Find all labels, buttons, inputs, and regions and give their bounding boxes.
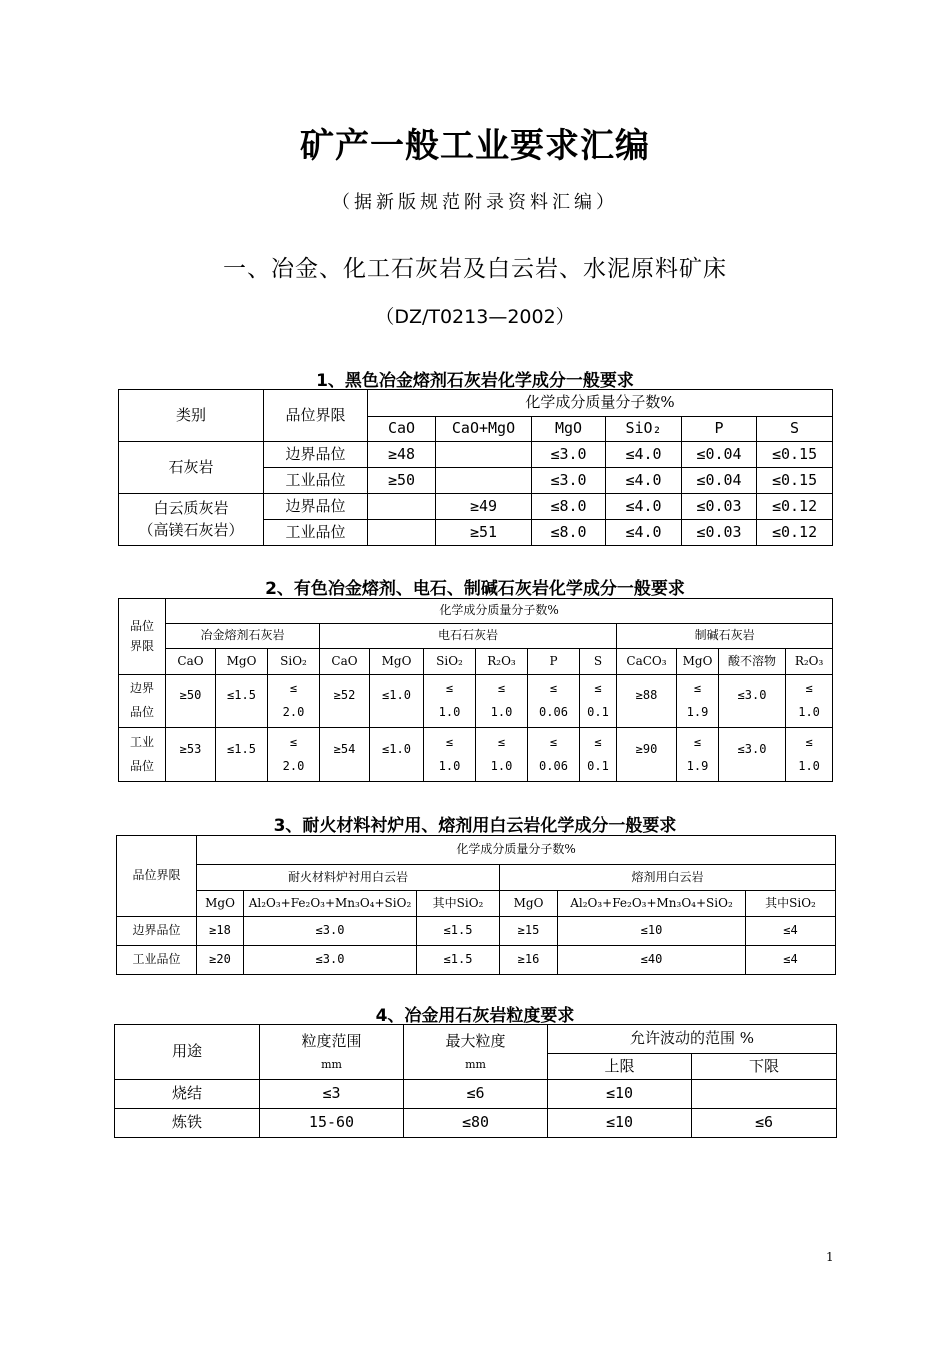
header-category: 类别 (119, 390, 264, 442)
value-cell (528, 675, 580, 728)
value-line: 0.06 (539, 705, 568, 719)
value-cell (719, 675, 786, 728)
header-chem: 化学成分质量分子数% (166, 599, 833, 624)
header-grade: 品位界限 (117, 836, 197, 917)
table2-caption: 2、有色冶金熔剂、电石、制碱石灰岩化学成分一般要求 (265, 579, 685, 599)
value-cell: ≤3.0 (244, 946, 417, 975)
value-line: 2.0 (282, 705, 305, 719)
value-line: ≥90 (635, 741, 658, 756)
value-cell: ≤4 (746, 946, 836, 975)
value-line: ≤1.0 (382, 741, 411, 756)
row-label-line: 工业 (129, 734, 154, 749)
table-row (117, 946, 836, 975)
value-line: ≥50 (179, 688, 202, 703)
table2-limestone-nonferrous (118, 598, 833, 782)
value-line: 1.0 (490, 758, 513, 773)
value-cell: ≤0.15 (757, 468, 833, 494)
header-max-label: 最大粒度 (445, 1031, 506, 1050)
value-cell: ≤4.0 (606, 494, 682, 520)
value-cell (320, 675, 370, 728)
value-cell: ≤10 (558, 917, 746, 946)
value-cell (436, 468, 532, 494)
group-header: 制碱石灰岩 (617, 624, 833, 649)
col-header: SiO₂ (606, 417, 682, 442)
value-cell (368, 520, 436, 546)
row-label-line: 品位 (129, 705, 154, 719)
value-cell: ≤6 (404, 1080, 548, 1109)
value-cell (677, 675, 719, 728)
value-cell: ≥50 (368, 468, 436, 494)
col-header: Al₂O₃+Fe₂O₃+Mn₃O₄+SiO₂ (244, 891, 417, 917)
value-line: 1.9 (686, 758, 709, 773)
standard-code: （DZ/T0213—2002） (375, 306, 575, 328)
value-cell (166, 728, 216, 782)
row-label-line: 边界 (129, 681, 154, 696)
value-cell (268, 675, 320, 728)
header-grade-line: 品位 (129, 618, 154, 633)
col-header: MgO (370, 649, 424, 675)
value-cell (786, 728, 833, 782)
category-cell (119, 494, 264, 546)
value-cell (617, 728, 677, 782)
col-header: MgO (500, 891, 558, 917)
value-line: ≤ (693, 734, 702, 749)
value-cell (476, 728, 528, 782)
value-line: ≤1.0 (382, 688, 411, 703)
col-header: R₂O₃ (786, 649, 833, 675)
header-fluctuation: 允许波动的范围 % (548, 1025, 837, 1054)
col-header: MgO (216, 649, 268, 675)
grade-cell: 边界品位 (264, 494, 368, 520)
col-header: SiO₂ (424, 649, 476, 675)
value-cell (617, 675, 677, 728)
row-label: 工业品位 (117, 946, 197, 975)
value-cell: ≤1.5 (417, 917, 500, 946)
value-cell (786, 675, 833, 728)
table1-caption: 1、黑色冶金熔剂石灰岩化学成分一般要求 (316, 371, 634, 391)
value-cell: ≤0.03 (682, 520, 757, 546)
col-header: SiO₂ (268, 649, 320, 675)
value-cell: 15-60 (260, 1109, 404, 1138)
value-cell (216, 728, 268, 782)
value-cell: ≤4.0 (606, 468, 682, 494)
col-header: CaO (368, 417, 436, 442)
table3-dolomite (116, 835, 836, 975)
value-line: ≤ (594, 681, 602, 696)
group-header: 熔剂用白云岩 (500, 865, 836, 891)
value-cell: ≤0.15 (757, 442, 833, 468)
value-cell (166, 675, 216, 728)
value-cell: ≥49 (436, 494, 532, 520)
value-line: ≥88 (635, 688, 658, 703)
header-grade: 品位界限 (264, 390, 368, 442)
value-cell (580, 675, 617, 728)
header-chem: 化学成分质量分子数% (368, 390, 833, 417)
table-row (119, 675, 833, 728)
value-line: 1.9 (686, 705, 709, 719)
header-range (260, 1025, 404, 1080)
table4-grain-size (114, 1024, 837, 1138)
value-cell (268, 728, 320, 782)
group-header: 耐火材料炉衬用白云岩 (197, 865, 500, 891)
col-header: Al₂O₃+Fe₂O₃+Mn₃O₄+SiO₂ (558, 891, 746, 917)
value-cell: ≤3 (260, 1080, 404, 1109)
col-header: P (528, 649, 580, 675)
value-cell: ≤4.0 (606, 520, 682, 546)
header-chem: 化学成分质量分子数% (197, 836, 836, 865)
value-cell: ≤40 (558, 946, 746, 975)
value-line: ≤ (549, 734, 558, 749)
table1-limestone-ferrous (118, 389, 833, 546)
col-header: P (682, 417, 757, 442)
value-line: ≤ (445, 681, 454, 696)
value-cell: ≤0.04 (682, 442, 757, 468)
value-cell: ≤8.0 (532, 520, 606, 546)
value-cell: ≤0.03 (682, 494, 757, 520)
col-header: MgO (677, 649, 719, 675)
use-cell: 炼铁 (115, 1109, 260, 1138)
col-header: R₂O₃ (476, 649, 528, 675)
header-range-label: 粒度范围 (301, 1031, 362, 1050)
value-line: 1.0 (798, 705, 820, 719)
value-cell (528, 728, 580, 782)
value-cell: ≤6 (692, 1109, 837, 1138)
row-label: 边界品位 (117, 917, 197, 946)
col-header: CaO+MgO (436, 417, 532, 442)
value-line: 1.0 (438, 705, 461, 719)
row-label (119, 675, 166, 728)
value-line: ≤ (549, 681, 558, 696)
category-cell: 石灰岩 (119, 442, 264, 494)
value-cell: ≤3.0 (244, 917, 417, 946)
col-header: 其中SiO₂ (417, 891, 500, 917)
value-cell: ≤4.0 (606, 442, 682, 468)
value-cell: ≤0.12 (757, 520, 833, 546)
value-line: ≤ (445, 734, 454, 749)
table-row (117, 917, 836, 946)
category-line: （高镁石灰岩） (138, 520, 244, 539)
value-line: 1.0 (438, 758, 461, 773)
value-cell: ≤0.04 (682, 468, 757, 494)
value-line: ≤3.0 (737, 741, 767, 756)
value-cell (424, 675, 476, 728)
value-cell (370, 728, 424, 782)
group-header: 冶金熔剂石灰岩 (166, 624, 320, 649)
value-cell (719, 728, 786, 782)
use-cell: 烧结 (115, 1080, 260, 1109)
value-line: ≤ (805, 681, 813, 696)
col-header: CaO (166, 649, 216, 675)
value-line: 0.1 (587, 705, 609, 719)
value-cell (320, 728, 370, 782)
header-upper: 上限 (548, 1054, 692, 1080)
value-cell: ≤8.0 (532, 494, 606, 520)
value-line: ≤ (497, 734, 506, 749)
col-header: S (757, 417, 833, 442)
table-row (119, 728, 833, 782)
value-line: ≤ (693, 681, 702, 696)
grade-cell: 工业品位 (264, 520, 368, 546)
value-cell: ≤10 (548, 1080, 692, 1109)
value-line: ≤1.5 (227, 688, 256, 703)
table3-caption: 3、耐火材料衬炉用、熔剂用白云岩化学成分一般要求 (273, 816, 677, 836)
value-line: ≤ (594, 734, 602, 749)
document-title: 矿产一般工业要求汇编 (300, 126, 650, 166)
value-cell: ≤4 (746, 917, 836, 946)
table-row (119, 494, 833, 520)
table-row (115, 1080, 837, 1109)
group-header: 电石石灰岩 (320, 624, 617, 649)
col-header: MgO (197, 891, 244, 917)
value-line: ≤ (497, 681, 506, 696)
value-cell (368, 494, 436, 520)
value-line: 2.0 (282, 758, 305, 773)
value-cell: ≤3.0 (532, 442, 606, 468)
col-header: CaCO₃ (617, 649, 677, 675)
value-cell: ≥51 (436, 520, 532, 546)
header-lower: 下限 (692, 1054, 837, 1080)
value-line: 0.06 (539, 758, 568, 773)
row-label-line: 品位 (129, 758, 154, 773)
header-range-unit: mm (321, 1057, 342, 1071)
value-cell: ≤1.5 (417, 946, 500, 975)
value-cell: ≤10 (548, 1109, 692, 1138)
col-header: S (580, 649, 617, 675)
value-cell (692, 1080, 837, 1109)
value-cell (216, 675, 268, 728)
header-max (404, 1025, 548, 1080)
col-header: 其中SiO₂ (746, 891, 836, 917)
grade-cell: 边界品位 (264, 442, 368, 468)
header-max-unit: mm (465, 1057, 486, 1071)
value-line: ≤1.5 (227, 741, 256, 756)
document-subtitle: （据新版规范附录资料汇编） (332, 192, 618, 213)
value-cell (436, 442, 532, 468)
header-grade-line: 界限 (129, 638, 154, 653)
value-line: ≥52 (333, 688, 356, 703)
value-cell: ≥18 (197, 917, 244, 946)
value-cell (580, 728, 617, 782)
value-line: 1.0 (490, 705, 513, 719)
col-header: 酸不溶物 (719, 649, 786, 675)
value-cell (476, 675, 528, 728)
value-line: ≤ (289, 681, 298, 696)
section-heading: 一、冶金、化工石灰岩及白云岩、水泥原料矿床 (223, 256, 727, 282)
value-line: ≤3.0 (737, 688, 767, 703)
value-line: ≥53 (179, 741, 202, 756)
table4-caption: 4、冶金用石灰岩粒度要求 (375, 1006, 575, 1026)
value-cell: ≤3.0 (532, 468, 606, 494)
value-cell: ≥16 (500, 946, 558, 975)
page-number: 1 (826, 1250, 834, 1264)
grade-cell: 工业品位 (264, 468, 368, 494)
value-line: 0.1 (587, 758, 609, 773)
col-header: CaO (320, 649, 370, 675)
value-line: ≥54 (333, 741, 356, 756)
value-line: 1.0 (798, 758, 820, 773)
table-row (115, 1109, 837, 1138)
value-cell: ≥20 (197, 946, 244, 975)
table-row (119, 442, 833, 468)
value-cell (677, 728, 719, 782)
row-label (119, 728, 166, 782)
header-grade (119, 599, 166, 675)
value-cell (370, 675, 424, 728)
value-cell: ≤0.12 (757, 494, 833, 520)
value-cell: ≤80 (404, 1109, 548, 1138)
value-cell: ≥48 (368, 442, 436, 468)
category-line: 白云质灰岩 (153, 499, 229, 518)
value-cell (424, 728, 476, 782)
value-cell: ≥15 (500, 917, 558, 946)
value-line: ≤ (289, 734, 298, 749)
header-use: 用途 (115, 1025, 260, 1080)
col-header: MgO (532, 417, 606, 442)
value-line: ≤ (805, 734, 813, 749)
